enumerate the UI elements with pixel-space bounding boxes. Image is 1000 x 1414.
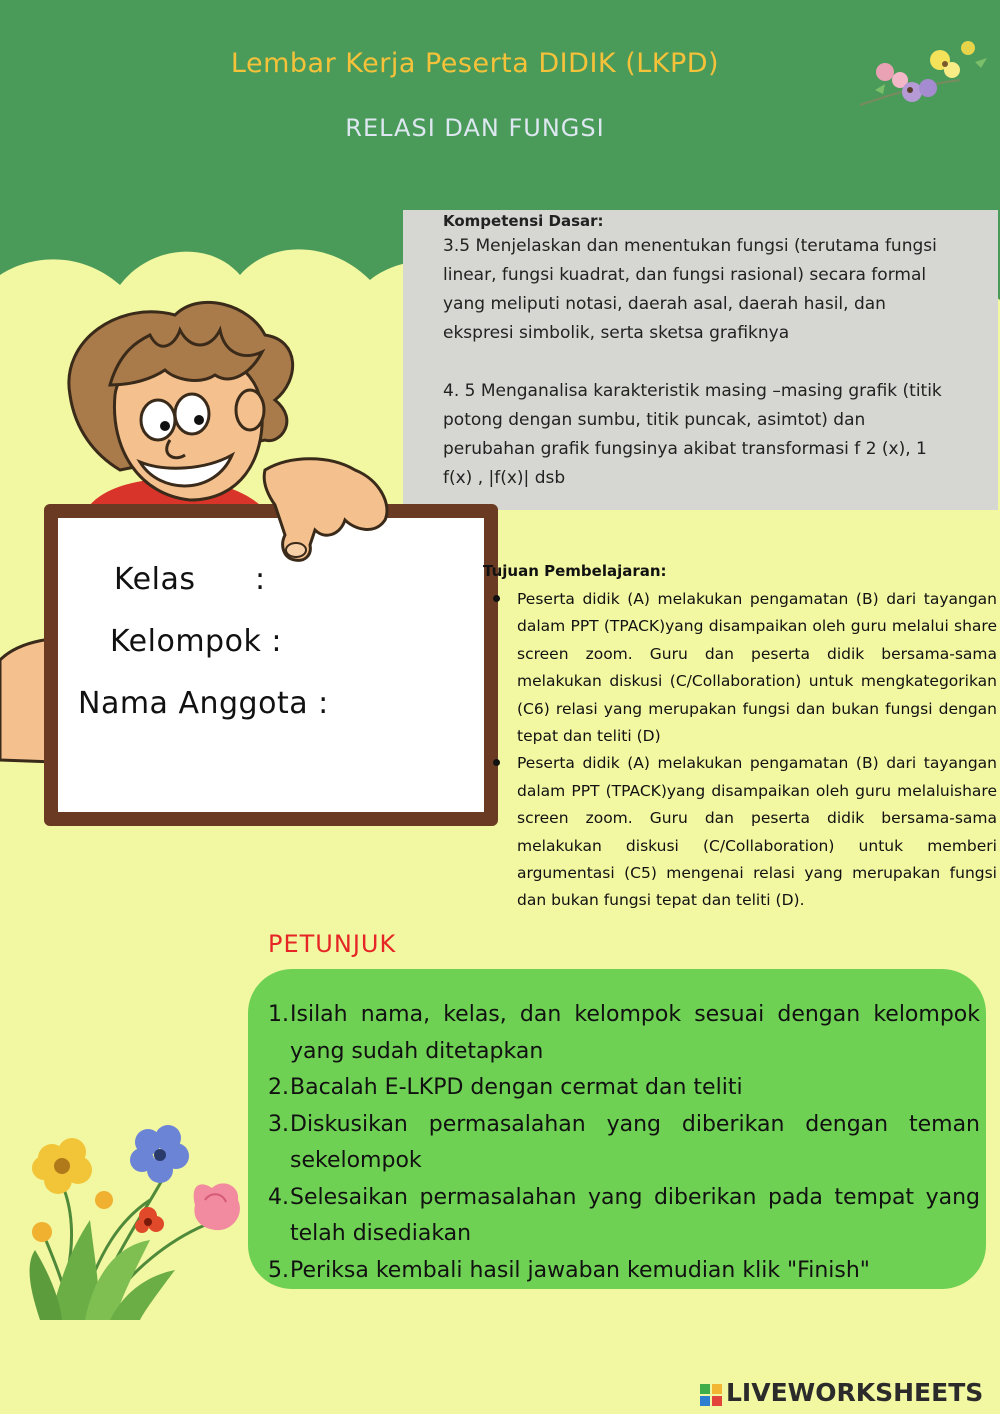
kelas-label: Kelas (114, 562, 196, 597)
petunjuk-number: 2. (268, 1075, 289, 1100)
petunjuk-text: Diskusikan permasalahan yang diberikan dengan teman sekelompok (290, 1111, 980, 1173)
petunjuk-text: Bacalah E-LKPD dengan cermat dan teliti (290, 1075, 743, 1100)
petunjuk-text: Periksa kembali hasil jawaban kemudian klik "Finish" (290, 1257, 870, 1283)
tujuan-heading: Tujuan Pembelajaran: (483, 562, 667, 580)
petunjuk-item-1 (268, 997, 980, 1070)
petunjuk-item-4 (268, 1180, 980, 1253)
kompetensi-heading: Kompetensi Dasar: (443, 212, 604, 230)
worksheet-subtitle: RELASI DAN FUNGSI (345, 114, 605, 142)
kelas-colon: : (255, 562, 266, 597)
kompetensi-dasar-panel (403, 210, 998, 510)
kompetensi-item-2: 4. 5 Menganalisa karakteristik masing –masing grafik (titik potong dengan sumbu, titik puncak, asimtot) dan perubahan grafik fungsinya akibat transformasi f 2 (x), 1 f(x) , |f(x)| dsb (443, 381, 942, 488)
tujuan-item-1: Peserta didik (A) melakukan pengamatan (B) dari tayangan dalam PPT (TPACK)yang disampaikan oleh guru melalui share screen zoom. Guru dan peserta didik bersama-sama melakukan diskusi (C/Collaboration) untuk mengkategorikan (C6) relasi yang merupakan fungsi dan bukan fungsi dengan tepat dan teliti (D) (517, 586, 997, 750)
name-board (44, 504, 498, 826)
petunjuk-number: 1. (268, 1002, 289, 1027)
petunjuk-item-3 (268, 1107, 980, 1180)
petunjuk-number: 4. (268, 1184, 289, 1210)
petunjuk-item-5 (268, 1253, 980, 1290)
kompetensi-item-1: 3.5 Menjelaskan dan menentukan fungsi (terutama fungsi linear, fungsi kuadrat, dan fungsi rasional) secara formal yang meliputi notasi, daerah asal, daerah hasil, dan ekspresi simbolik, serta sketsa grafiknya (443, 236, 937, 343)
kelompok-label: Kelompok : (110, 624, 282, 659)
tujuan-list (517, 586, 997, 915)
petunjuk-number: 3. (268, 1111, 289, 1137)
petunjuk-text: Selesaikan permasalahan yang diberikan pada tempat yang telah disediakan (290, 1184, 980, 1246)
petunjuk-number: 5. (268, 1257, 289, 1283)
petunjuk-heading: PETUNJUK (268, 930, 397, 958)
liveworksheets-brand-text: LIVEWORKSHEETS (726, 1378, 984, 1407)
petunjuk-list (268, 997, 980, 1289)
petunjuk-item-2 (268, 1070, 980, 1107)
worksheet-title: Lembar Kerja Peserta DIDIK (LKPD) (230, 48, 720, 79)
nama-anggota-label: Nama Anggota : (78, 686, 329, 721)
petunjuk-text: Isilah nama, kelas, dan kelompok sesuai dengan kelompok yang sudah ditetapkan (290, 1002, 980, 1064)
tujuan-item-2: Peserta didik (A) melakukan pengamatan (B) dari tayangan dalam PPT (TPACK)yang disampaikan oleh guru melaluishare screen zoom. Guru dan peserta didik bersama-sama melakukan diskusi (C/Collaboration) untuk memberi argumentasi (C5) mengenai relasi yang merupakan fungsi dan bukan fungsi tepat dan teliti (D). (517, 750, 997, 914)
cartoon-boy-icon (69, 302, 293, 505)
